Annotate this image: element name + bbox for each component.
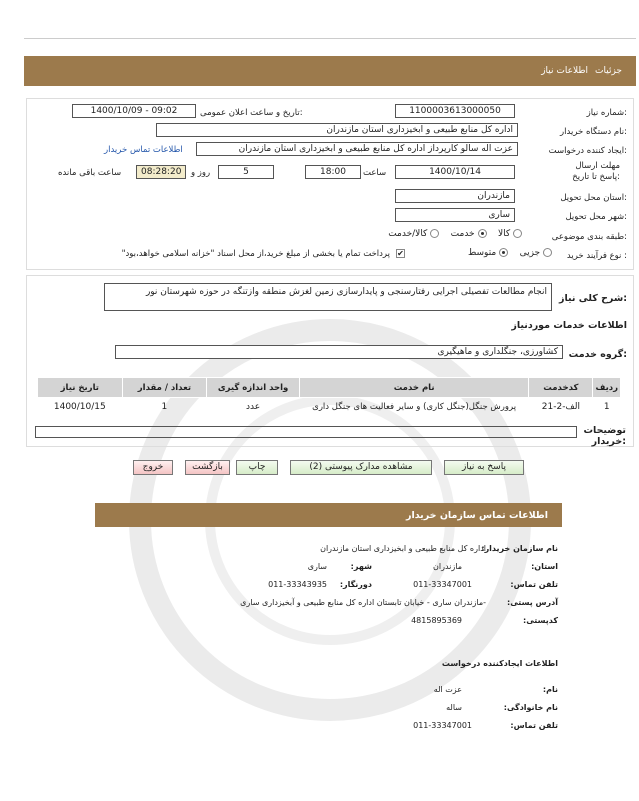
contact-city-value: ساری bbox=[307, 562, 327, 571]
col-unit: واحد اندازه گیری bbox=[207, 378, 300, 398]
contact-province-value: مازندران bbox=[433, 562, 462, 571]
payment-note: پرداخت تمام یا بخشی از مبلغ خرید،از محل اسناد "خزانه اسلامی خواهد،بود" bbox=[121, 249, 390, 259]
cell-qty: 1 bbox=[161, 402, 168, 412]
days-label: روز و bbox=[191, 168, 211, 178]
contact-city-label: شهر: bbox=[350, 562, 372, 571]
col-qty: تعداد / مقدار bbox=[122, 378, 207, 398]
province-label: استان محل تحویل: bbox=[560, 193, 627, 203]
buyer-notes-label: توضیحات خریدار: bbox=[583, 425, 626, 447]
tab-details[interactable]: جزئیات bbox=[595, 66, 622, 76]
description-field: انجام مطالعات تفصیلی اجرایی رفتارسنجی و پایدارسازی زمین لغزش منطقه وازتنگه در حوزه شهرستان نور bbox=[104, 283, 552, 311]
services-table bbox=[37, 377, 621, 416]
back-button[interactable]: بازگشت bbox=[185, 460, 230, 475]
category-radio-goods[interactable] bbox=[513, 229, 522, 238]
buyer-org-field: اداره کل منابع طبیعی و ابخیزداری استان مازندران bbox=[156, 123, 518, 137]
org-value: اداره کل منابع طبیعی و ابخیزداری استان مازندران bbox=[320, 544, 486, 553]
contact-details bbox=[100, 540, 562, 640]
table-row bbox=[38, 398, 621, 417]
contact-fax-label: دورنگار: bbox=[339, 580, 372, 589]
contact-phone-label: تلفن تماس: bbox=[510, 580, 558, 589]
purchase-radio-medium[interactable] bbox=[499, 248, 508, 257]
category-label: طبقه بندی موضوعی: bbox=[551, 232, 627, 242]
need-number-label: شماره نیاز: bbox=[586, 108, 627, 118]
purchase-option-minor: جزیی bbox=[519, 248, 541, 258]
need-number-field: 1100003613000050 bbox=[395, 104, 515, 118]
cell-name: پرورش جنگل(جنگل کاری) و سایر فعالیت های جنگل داری bbox=[312, 402, 517, 412]
category-radio-group bbox=[300, 229, 522, 239]
category-option-service: خدمت bbox=[450, 229, 475, 239]
cell-unit: عدد bbox=[246, 402, 261, 412]
creator-details bbox=[100, 655, 562, 755]
service-group-label: گروه خدمت: bbox=[568, 349, 627, 360]
creator-phone-label: تلفن تماس: bbox=[510, 721, 558, 730]
cell-date: 1400/10/15 bbox=[53, 402, 106, 412]
province-field: مازندران bbox=[395, 189, 515, 203]
services-table-header bbox=[38, 378, 621, 398]
creator-label: ایجاد کننده درخواست: bbox=[548, 146, 627, 156]
creator-phone-value: 011-33347001 bbox=[413, 721, 472, 730]
deadline-time-field: 18:00 bbox=[305, 165, 361, 179]
tab-need-info[interactable]: اطلاعات نیاز bbox=[541, 66, 588, 76]
days-field: 5 bbox=[218, 165, 274, 179]
category-option-goods: کالا bbox=[497, 229, 511, 239]
payment-checkbox[interactable]: ✔ bbox=[397, 249, 404, 258]
deadline-label: مهلت ارسال پاسخ تا تاریخ: bbox=[572, 161, 620, 182]
creator-name-label: نام: bbox=[542, 685, 558, 694]
contact-postal-label: کدپستی: bbox=[523, 616, 558, 625]
print-button[interactable]: چاپ bbox=[236, 460, 278, 475]
creator-name-value: عزت اله bbox=[433, 685, 462, 694]
reply-button[interactable]: پاسخ به نیاز bbox=[444, 460, 524, 475]
contact-phone-value: 011-33347001 bbox=[413, 580, 472, 589]
col-code: کدخدمت bbox=[529, 378, 593, 398]
announce-field: 1400/10/09 - 09:02 bbox=[72, 104, 196, 118]
cell-code: الف-2-21 bbox=[541, 402, 580, 412]
purchase-type-label: نوع فرآیند خرید : bbox=[566, 251, 627, 261]
page-header bbox=[24, 56, 636, 86]
deadline-date-field: 1400/10/14 bbox=[395, 165, 515, 179]
category-option-both: کالا/خدمت bbox=[388, 229, 428, 239]
col-date: تاریخ نیاز bbox=[38, 378, 123, 398]
contact-province-label: استان: bbox=[531, 562, 558, 571]
buyer-org-label: نام دستگاه خریدار: bbox=[560, 127, 627, 137]
contact-address-label: آدرس پستی: bbox=[507, 598, 558, 607]
category-radio-both[interactable] bbox=[430, 229, 439, 238]
purchase-radio-minor[interactable] bbox=[543, 248, 552, 257]
creator-info-title: اطلاعات ایجادکننده درخواست bbox=[441, 659, 558, 668]
creator-field: عزت اله سالو کارپرداز اداره کل منابع طبیعی و ابخیزداری استان مازندران bbox=[196, 142, 518, 156]
contact-section-header bbox=[95, 503, 562, 527]
description-label: شرح کلی نیاز: bbox=[558, 293, 627, 304]
org-label: نام سازمان خریدار: bbox=[481, 544, 558, 553]
exit-button[interactable]: خروج bbox=[133, 460, 173, 475]
cell-row: 1 bbox=[603, 402, 610, 412]
city-label: شهر محل تحویل: bbox=[565, 212, 627, 222]
col-row: ردیف bbox=[593, 378, 621, 398]
creator-family-value: ساله bbox=[446, 703, 462, 712]
contact-buyer-link[interactable]: اطلاعات تماس خریدار bbox=[104, 145, 183, 155]
service-group-field: کشاورزی، جنگلداری و ماهیگیری bbox=[115, 345, 563, 359]
creator-family-label: نام خانوادگی: bbox=[503, 703, 558, 712]
contact-address-value: -مازندران ساری - خیابان تابستان اداره کل منابع طبیعی و آبخیزداری ساری bbox=[240, 598, 486, 607]
col-name: نام خدمت bbox=[299, 378, 528, 398]
services-title: اطلاعات خدمات موردنیاز bbox=[511, 320, 627, 331]
contact-section-title: اطلاعات تماس سازمان خریدار bbox=[405, 510, 548, 521]
top-divider bbox=[24, 38, 636, 39]
purchase-radio-group bbox=[430, 248, 552, 258]
contact-fax-value: 011-33343935 bbox=[268, 580, 327, 589]
buyer-notes-field bbox=[35, 426, 577, 438]
remaining-time-field: 08:28:20 bbox=[136, 165, 186, 179]
purchase-option-medium: متوسط bbox=[467, 248, 497, 258]
attachments-button[interactable]: مشاهده مدارک پیوستی (2) bbox=[290, 460, 432, 475]
category-radio-service[interactable] bbox=[478, 229, 487, 238]
contact-postal-value: 4815895369 bbox=[411, 616, 462, 625]
announce-label: تاریخ و ساعت اعلان عمومی: bbox=[200, 108, 303, 118]
deadline-time-label: ساعت bbox=[363, 168, 387, 178]
city-field: ساری bbox=[395, 208, 515, 222]
remaining-label: ساعت باقی مانده bbox=[58, 168, 122, 178]
